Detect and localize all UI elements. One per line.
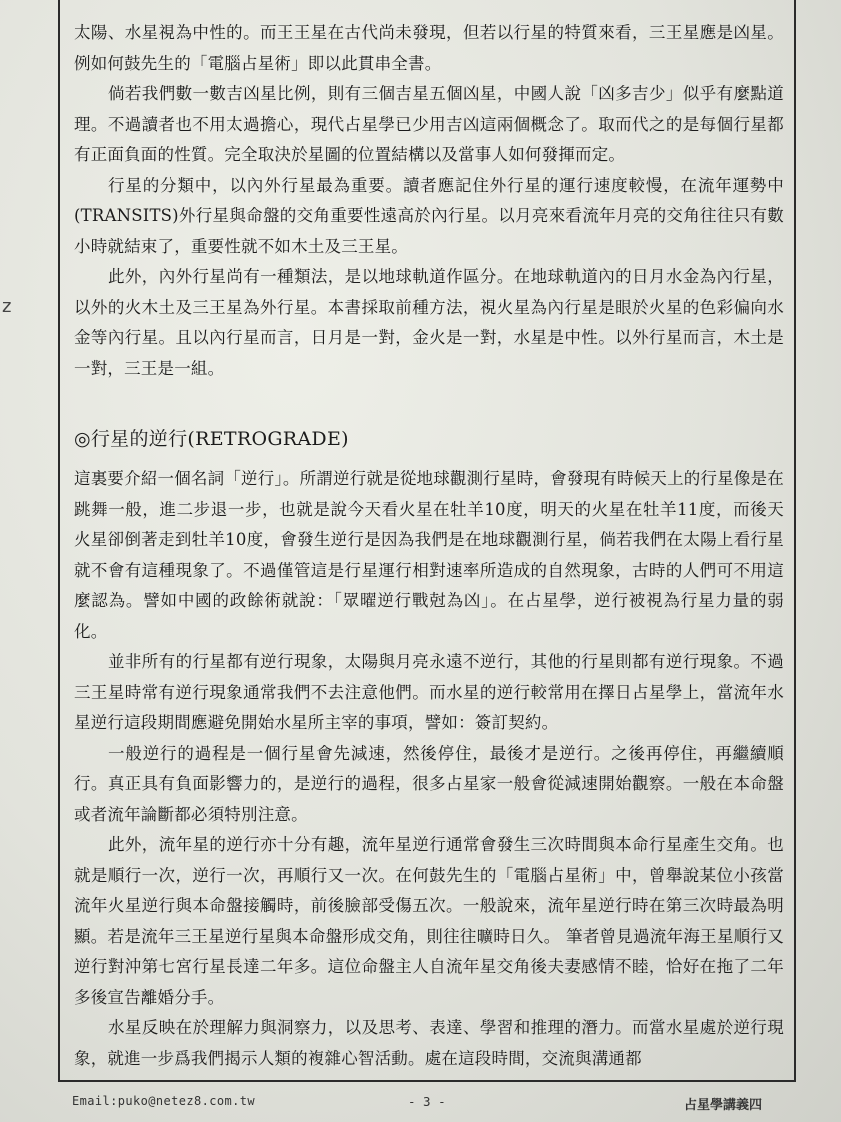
body-text-section	[74, 464, 784, 1074]
section-heading: ◎行星的逆行(RETROGRADE)	[74, 428, 349, 450]
body-text-top	[74, 18, 784, 384]
paragraph: 此外，內外行星尚有一種類法，是以地球軌道作區分。在地球軌道內的日月水金為內行星，以外的火木土及三王星為外行星。本書採取前種方法，視火星為內行星是眼於火星的色彩偏向水金等內行星。且以內行星而言，日月是一對，金火是一對，水星是中性。以外行星而言，木土是一對，三王是一組。	[74, 267, 784, 378]
margin-mark: z	[2, 296, 12, 317]
footer-email: Email:puko@netez8.com.tw	[72, 1094, 255, 1108]
paragraph: 這裏要介紹一個名詞「逆行」。所謂逆行就是從地球觀測行星時，會發現有時候天上的行星像是在跳舞一般，進二步退一步，也就是說今天看火星在牡羊10度，明天的火星在牡羊11度，而後天火星卻倒著走到牡羊10度，會發生逆行是因為我們是在地球觀測行星，倘若我們在太陽上看行星就不會有這種現象了。不過僅管這是行星運行相對速率所造成的自然現象，古時的人們可不用這麼認為。譬如中國的政餘術就說：「眾曜逆行戰尅為凶」。在占星學，逆行被視為行星力量的弱化。	[74, 469, 784, 641]
paragraph: 行星的分類中，以內外行星最為重要。讀者應記住外行星的運行速度較慢，在流年運勢中(TRANSITS)外行星與命盤的交角重要性遠高於內行星。以月亮來看流年月亮的交角往往只有數小時就結束了，重要性就不如木土及三王星。	[74, 175, 784, 256]
paragraph: 水星反映在於理解力與洞察力，以及思考、表達、學習和推理的潛力。而當水星處於逆行現象，就進一步爲我們揭示人類的複雜心智活動。處在這段時間，交流與溝通都	[74, 1018, 784, 1068]
paragraph: 一般逆行的過程是一個行星會先減速，然後停住，最後才是逆行。之後再停住，再繼續順行。真正具有負面影響力的，是逆行的過程，很多占星家一般會從減速開始觀察。一般在本命盤或者流年論斷都必須特別注意。	[74, 743, 784, 824]
paragraph: 此外，流年星的逆行亦十分有趣，流年星逆行通常會發生三次時間與本命行星產生交角。也就是順行一次，逆行一次，再順行又一次。在何鼓先生的「電腦占星術」中，曾舉說某位小孩當流年火星逆行與本命盤接觸時，前後臉部受傷五次。一般說來，流年星逆行時在第三次時最為明顯。若是流年三王星逆行星與本命盤形成交角，則往往曠時日久。 筆者曾見過流年海王星順行又逆行對沖第七宮行星長達二年多。這位命盤主人自流年星交角後夫妻感情不睦，恰好在拖了二年多後宣告離婚分手。	[74, 835, 784, 1007]
paragraph: 並非所有的行星都有逆行現象，太陽與月亮永遠不逆行，其他的行星則都有逆行現象。不過三王星時常有逆行現象通常我們不去注意他們。而水星的逆行較常用在擇日占星學上，當流年水星逆行這段期間應避免開始水星所主宰的事項，譬如：簽訂契約。	[74, 652, 784, 732]
series-title: 占星學講義四	[684, 1098, 763, 1113]
page-number: - 3 -	[408, 1094, 446, 1109]
paragraph: 太陽、水星視為中性的。而王王星在古代尚未發現，但若以行星的特質來看，三王星應是凶星。例如何鼓先生的「電腦占星術」即以此貫串全書。	[74, 23, 784, 73]
paragraph: 倘若我們數一數吉凶星比例，則有三個吉星五個凶星，中國人說「凶多吉少」似乎有麼點道理。不過讀者也不用太過擔心，現代占星學已少用吉凶這兩個概念了。取而代之的是每個行星都有正面負面的性質。完全取決於星圖的位置結構以及當事人如何發揮而定。	[74, 84, 784, 164]
